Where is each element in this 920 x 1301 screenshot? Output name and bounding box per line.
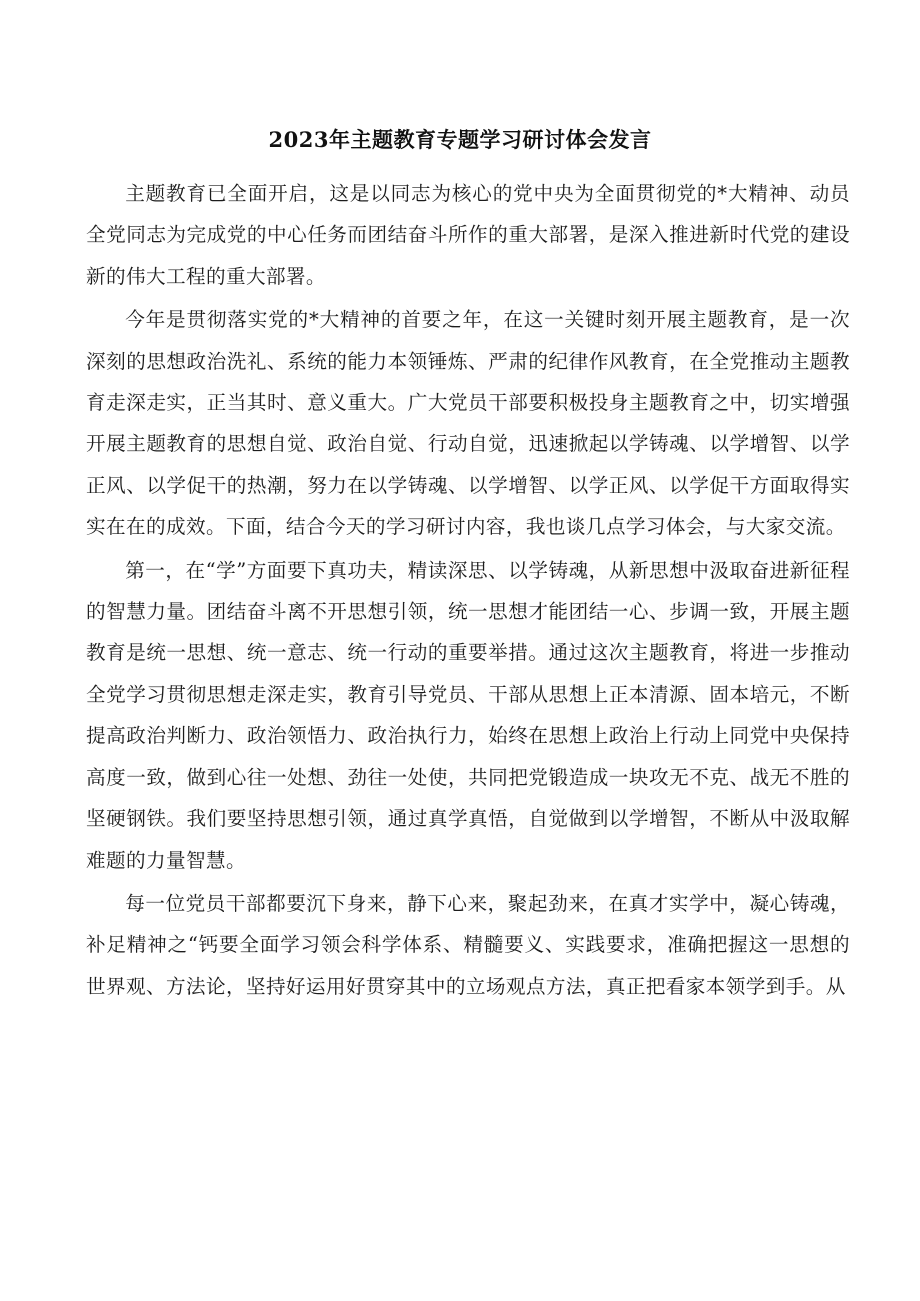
paragraph-4: 每一位党员干部都要沉下身来，静下心来，聚起劲来，在真才实学中，凝心铸魂，补足精神之“钙要全面学习领会科学体系、精髓要义、实践要求，准确把握这一思想的世界观、方法论，坚持好运用好贯穿其中的立场观点方法，真正把看家本领学到手。从	[86, 891, 850, 998]
paragraph-2: 今年是贯彻落实党的*大精神的首要之年，在这一关键时刻开展主题教育，是一次深刻的思想政治洗礼、系统的能力本领锤炼、严肃的纪律作风教育，在全党推动主题教育走深走实，正当其时、意义重大。广大党员干部要积极投身主题教育之中，切实增强开展主题教育的思想自觉、政治自觉、行动自觉，迅速掀起以学铸魂、以学增智、以学正风、以学促干的热潮，努力在以学铸魂、以学增智、以学正风、以学促干方面取得实实在在的成效。下面，结合今天的学习研讨内容，我也谈几点学习体会，与大家交流。	[86, 308, 850, 539]
document-title: 2023年主题教育专题学习研讨体会发言	[268, 127, 652, 152]
paragraph-3: 第一，在“学”方面要下真功夫，精读深思、以学铸魂，从新思想中汲取奋进新征程的智慧力量。团结奋斗离不开思想引领，统一思想才能团结一心、步调一致，开展主题教育是统一思想、统一意志、统一行动的重要举措。通过这次主题教育，将进一步推动全党学习贯彻思想走深走实，教育引导党员、干部从思想上正本清源、固本培元，不断提高政治判断力、政治领悟力、政治执行力，始终在思想上政治上行动上同党中央保持高度一致，做到心往一处想、劲往一处使，共同把党锻造成一块攻无不克、战无不胜的坚硬钢铁。我们要坚持思想引领，通过真学真悟，自觉做到以学增智，不断从中汲取解难题的力量智慧。	[86, 558, 850, 872]
document-body	[86, 173, 850, 1009]
paragraph-1: 主题教育已全面开启，这是以同志为核心的党中央为全面贯彻党的*大精神、动员全党同志为完成党的中心任务而团结奋斗所作的重大部署，是深入推进新时代党的建设新的伟大工程的重大部署。	[86, 182, 850, 288]
